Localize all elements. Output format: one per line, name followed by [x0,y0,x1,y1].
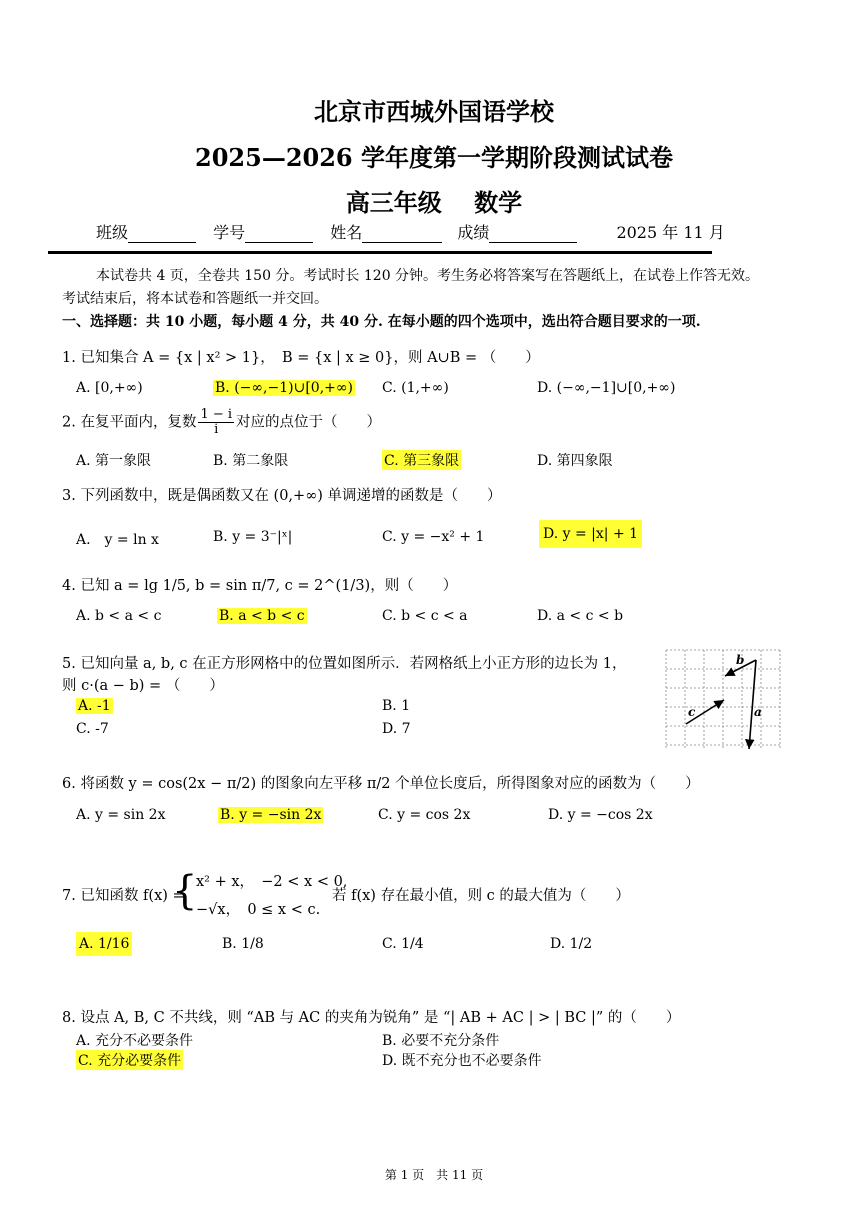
q4-option-d[interactable]: D. a < c < b [537,608,624,624]
q5-option-d[interactable]: D. 7 [382,721,411,737]
q8-stem: 8. 设点 A, B, C 不共线，则 “AB 与 AC 的夹角为锐角” 是 “| AB + AC | > | BC |” 的（ ） [62,1010,681,1026]
exam-date: 2025 年 11 月 [616,223,725,242]
q4-option-b[interactable]: B. a < b < c [219,608,305,624]
instructions-line1: 本试卷共 4 页，全卷共 150 分。考试时长 120 分钟。考生务必将答案写在答题纸上，在试卷上作答无效。 [96,268,760,284]
header-rule [48,251,712,254]
q1-stem: 1. 已知集合 A = {x | x² > 1}， B = {x | x ≥ 0}，则 A∪B = （ ） [62,350,540,366]
class-label: 班级 [96,223,129,242]
q2-stem-pre: 2. 在复平面内，复数 [62,414,197,431]
q6-option-a[interactable]: A. y = sin 2x [76,807,166,823]
q7-option-b[interactable]: B. 1/8 [222,936,264,952]
q5-option-b[interactable]: B. 1 [382,698,411,714]
q5-stem-line1: 5. 已知向量 a, b, c 在正方形网格中的位置如图所示．若网格纸上小正方形的边长为 1， [62,656,627,672]
q8-option-c[interactable]: C. 充分必要条件 [76,1050,183,1070]
q1-option-d[interactable]: D. (−∞,−1]∪[0,+∞) [537,380,676,396]
q5-vector-grid-figure [662,646,784,754]
q2-stem [62,408,381,437]
q4-option-c[interactable]: C. b < c < a [382,608,468,624]
q6-stem: 6. 将函数 y = cos(2x − π/2) 的图象向左平移 π/2 个单位长度后，所得图象对应的函数为（ ） [62,776,700,792]
q5-stem-line2: 则 c·(a − b) = （ ） [62,678,224,694]
score-label: 成绩 [457,223,490,242]
q4-option-a[interactable]: A. b < a < c [76,608,162,624]
id-blank [245,226,313,243]
q5-option-c[interactable]: C. -7 [76,721,109,737]
q1-option-c[interactable]: C. (1,+∞) [382,380,449,396]
vector-c-label: c [688,705,696,719]
q3-stem: 3. 下列函数中，既是偶函数又在 (0,+∞) 单调递增的函数是（ ） [62,488,502,504]
q7-case2: −√x， 0 ≤ x < c. [196,902,321,918]
q2-option-a[interactable]: A. 第一象限 [76,453,152,469]
id-label: 学号 [213,223,246,242]
name-blank [362,226,442,243]
q3-option-c[interactable]: C. y = −x² + 1 [382,529,485,545]
q4-stem: 4. 已知 a = lg 1/5, b = sin π/7, c = 2^(1/3)，则（ ） [62,578,458,594]
q2-option-d[interactable]: D. 第四象限 [537,453,613,469]
q7-brace: { [172,868,198,914]
q2-option-c[interactable]: C. 第三象限 [382,450,461,470]
q8-option-b[interactable]: B. 必要不充分条件 [382,1033,500,1049]
q7-stem-pre: 7. 已知函数 f(x) = [62,888,185,904]
q7-option-d[interactable]: D. 1/2 [550,936,593,952]
section-heading: 一、选择题：共 10 小题，每小题 4 分，共 40 分. 在每小题的四个选项中，选出符合题目要求的一项. [62,314,701,330]
q6-option-d[interactable]: D. y = −cos 2x [548,807,653,823]
q5-option-a[interactable]: A. -1 [78,698,111,714]
class-blank [128,226,196,243]
q7-stem-post: 若 f(x) 存在最小值，则 c 的最大值为（ ） [332,888,630,904]
q2-stem-post: 对应的点位于（ ） [236,414,382,431]
q1-option-b[interactable]: B. (−∞,−1)∪[0,+∞) [215,380,353,396]
q8-option-a[interactable]: A. 充分不必要条件 [76,1033,194,1049]
q3-option-b[interactable]: B. y = 3⁻|ˣ| [213,529,293,545]
q7-case1: x² + x， −2 < x < 0, [196,874,348,890]
q7-option-a[interactable]: A. 1/16 [76,932,132,956]
q6-option-b[interactable]: B. y = −sin 2x [220,807,322,823]
exam-title: 2025—2026 学年度第一学期阶段测试试卷 [195,143,673,172]
q2-fraction [198,408,234,437]
q7-option-c[interactable]: C. 1/4 [382,936,424,952]
grade-subject-title: 高三年级 数学 [345,188,523,217]
page-footer: 第 1 页 共 11 页 [384,1168,484,1182]
q1-option-a[interactable]: A. [0,+∞) [76,380,143,396]
q3-option-a[interactable]: A. y = ln x [76,532,159,548]
school-title: 北京市西城外国语学校 [314,97,554,126]
student-info-line [96,220,725,243]
q2-frac-num: 1 − i [200,407,233,422]
vector-b-label: b [736,653,745,667]
instructions-line2: 考试结束后，将本试卷和答题纸一并交回。 [62,291,328,307]
score-blank [489,226,577,243]
q2-frac-den: i [214,422,219,437]
q6-option-c[interactable]: C. y = cos 2x [378,807,471,823]
q3-option-d[interactable]: D. y = |x| + 1 [539,520,642,548]
vector-a-label: a [754,705,762,719]
q8-option-d[interactable]: D. 既不充分也不必要条件 [382,1053,542,1069]
name-label: 姓名 [330,223,363,242]
q2-option-b[interactable]: B. 第二象限 [213,453,289,469]
